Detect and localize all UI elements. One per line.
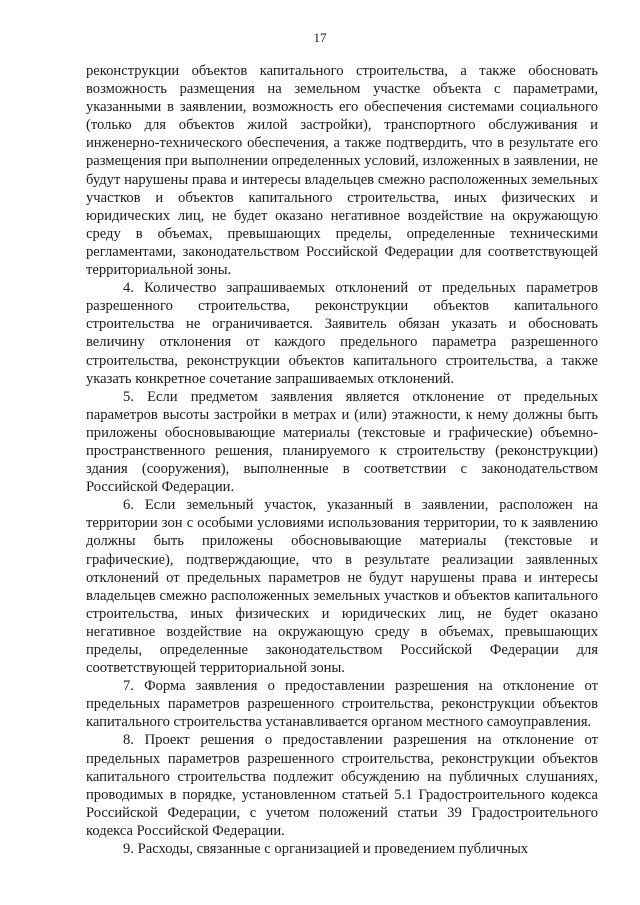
paragraph-item-6: 6. Если земельный участок, указанный в заявлении, расположен на территории зон с особыми условиями использования территории, то к заявлению должны быть приложены обосновывающие материалы (текстовые и графические), подтверждающие, что в результате реализации заявленных отклонений от предельных параметров не будут нарушены права и интересы владельцев смежно расположенных земельных участков и объектов капитального строительства, иных физических и юридических лиц, не будет оказано негативное воздействие на окружающую среду в объемах, превышающих пределы, определенные законодательством Российской Федерации для соответствующей территориальной зоны. (86, 497, 598, 677)
paragraph-continuation: реконструкции объектов капитального строительства, а также обосновать возможность размещения на земельном участке объекта с параметрами, указанными в заявлении, возможность его обеспечения системами социального (только для объектов жилой застройки), транспортного обслуживания и инженерно-технического обеспечения, а также подтвердить, что в результате его размещения при выполнении определенных условий, изложенных в заявлении, не будут нарушены права и интересы владельцев смежно расположенных земельных участков и объектов капитального строительства, иных физических и юридических лиц, не будет оказано негативное воздействие на окружающую среду в объемах, превышающих пределы, определенные техническими регламентами, законодательством Российской Федерации для соответствующей территориальной зоны. (86, 63, 598, 279)
paragraph-item-5: 5. Если предметом заявления является отклонение от предельных параметров высоты застройки в метрах и (или) этажности, к нему должны быть приложены обосновывающие материалы (текстовые и графические) объемно-пространственного решения, планируемого к строительству (реконструкции) здания (сооружения), выполненные в соответствии с законодательством Российской Федерации. (86, 388, 598, 496)
document-body (86, 62, 598, 858)
paragraph-item-9: 9. Расходы, связанные с организацией и проведением публичных (123, 841, 529, 858)
paragraph-item-4: 4. Количество запрашиваемых отклонений от предельных параметров разрешенного строительства, реконструкции объектов капитального строительства не ограничивается. Заявитель обязан указать и обосновать величину отклонения от каждого предельного параметра разрешенного строительства, реконструкции объектов капитального строительства, а также указать конкретное сочетание запрашиваемых отклонений. (86, 280, 598, 387)
page-number: 17 (313, 30, 327, 45)
paragraph-item-8: 8. Проект решения о предоставлении разрешения на отклонение от предельных параметров разрешенного строительства, реконструкции объектов капитального строительства подлежит обсуждению на публичных слушаниях, проводимых в порядке, установленном статьей 5.1 Градостроительного кодекса Российской Федерации, с учетом положений статьи 39 Градостроительного кодекса Российской Федерации. (86, 732, 598, 839)
paragraph-item-7: 7. Форма заявления о предоставлении разрешения на отклонение от предельных параметров разрешенного строительства, реконструкции объектов капитального строительства устанавливается органом местного самоуправления. (86, 678, 598, 731)
